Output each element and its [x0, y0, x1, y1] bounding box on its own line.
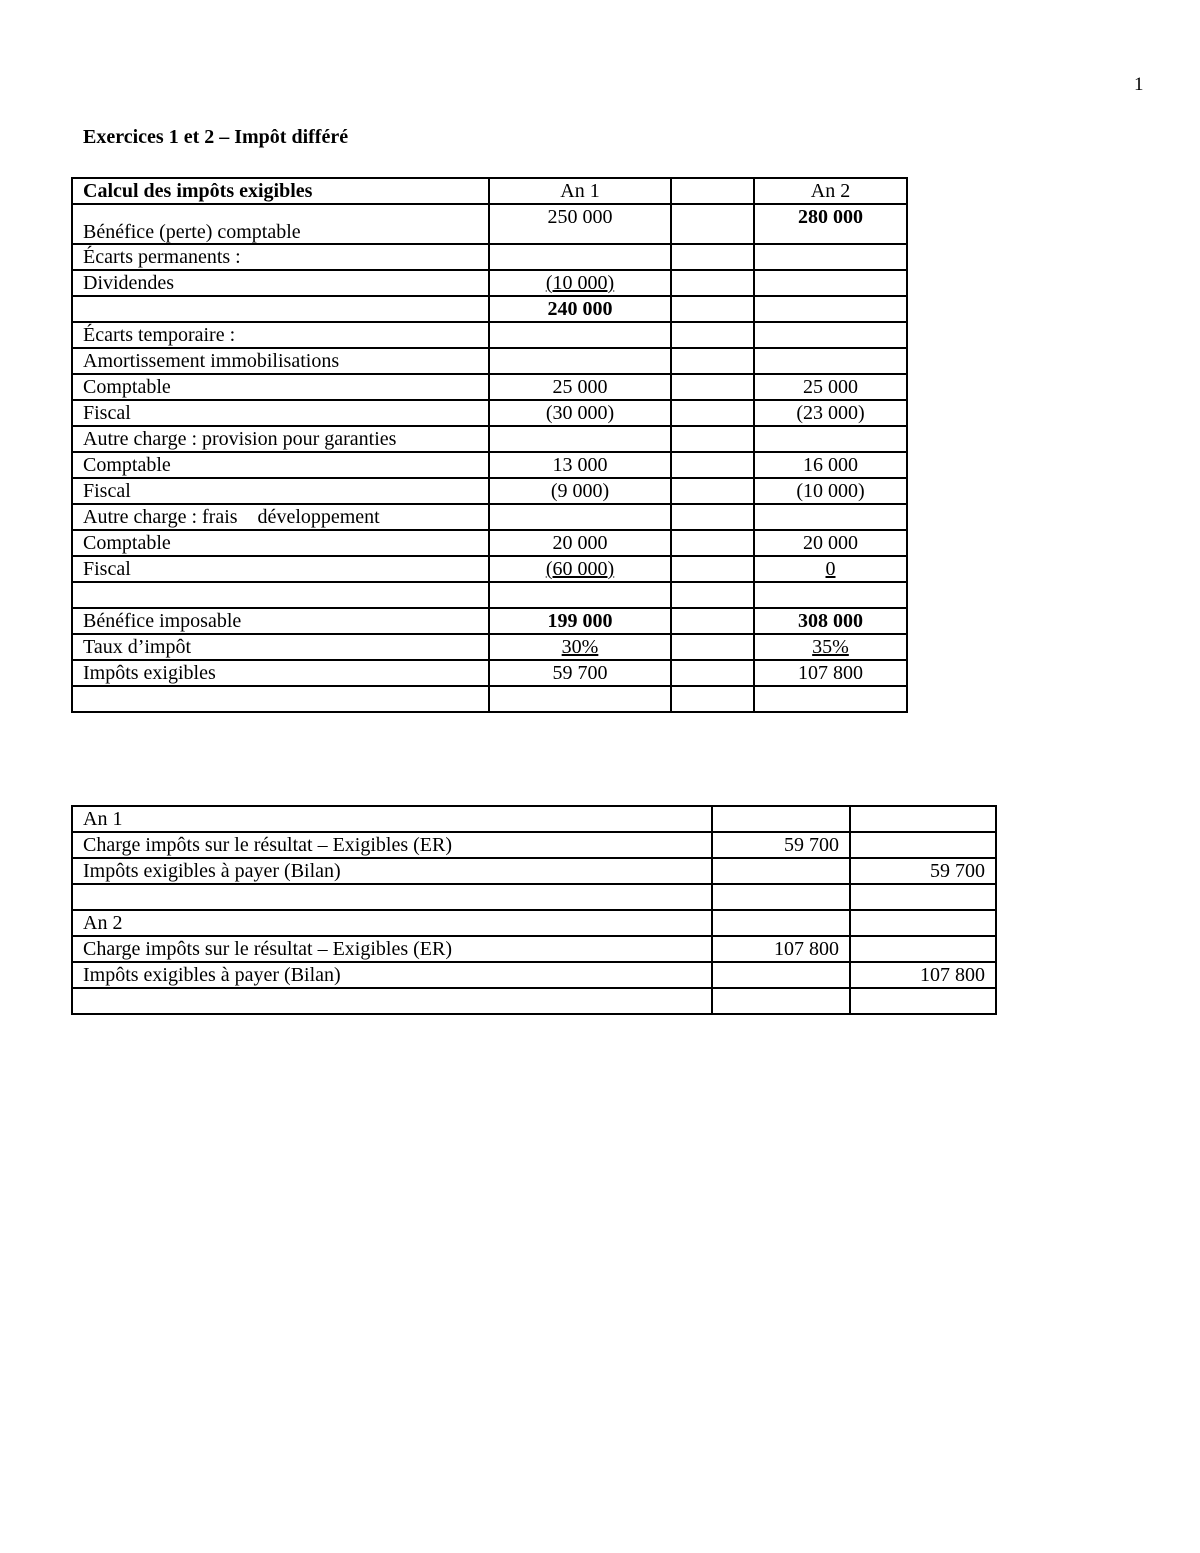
- row-label: Fiscal: [72, 478, 489, 504]
- row-spacer: [671, 322, 754, 348]
- row-label: Bénéfice imposable: [72, 608, 489, 634]
- table-row: [72, 530, 907, 556]
- row-label: [72, 686, 489, 712]
- row-an2: [754, 244, 907, 270]
- row-an2: [754, 426, 907, 452]
- entry-credit: [850, 806, 996, 832]
- journal-entries-table: [71, 805, 997, 1015]
- entry-debit: [712, 858, 850, 884]
- row-an2: [754, 296, 907, 322]
- entry-debit: [712, 806, 850, 832]
- entry-label: Impôts exigibles à payer (Bilan): [72, 962, 712, 988]
- table-row: [72, 608, 907, 634]
- table-row: [72, 322, 907, 348]
- entry-label: An 2: [72, 910, 712, 936]
- row-spacer: [671, 530, 754, 556]
- entry-debit: [712, 962, 850, 988]
- entry-label: Charge impôts sur le résultat – Exigibles (ER): [72, 832, 712, 858]
- row-an1: 20 000: [489, 530, 671, 556]
- row-an1: (30 000): [489, 400, 671, 426]
- row-an1: [489, 582, 671, 608]
- row-label: Bénéfice (perte) comptable: [72, 204, 489, 244]
- row-spacer: [671, 686, 754, 712]
- entry-credit: 107 800: [850, 962, 996, 988]
- entry-debit: 107 800: [712, 936, 850, 962]
- row-an2: [754, 348, 907, 374]
- table-row: [72, 504, 907, 530]
- row-label: Comptable: [72, 452, 489, 478]
- row-an2: [754, 556, 907, 582]
- entry-credit: [850, 884, 996, 910]
- row-label: Impôts exigibles: [72, 660, 489, 686]
- row-label: Autre charge : provision pour garanties: [72, 426, 489, 452]
- row-spacer: [671, 204, 754, 244]
- row-label: Taux d’impôt: [72, 634, 489, 660]
- row-an2-value: 35%: [812, 636, 849, 658]
- table-row: [72, 686, 907, 712]
- entry-label: Impôts exigibles à payer (Bilan): [72, 858, 712, 884]
- row-label: Fiscal: [72, 400, 489, 426]
- row-spacer: [671, 556, 754, 582]
- row-an1-value: (10 000): [545, 272, 615, 294]
- entry-label: An 1: [72, 806, 712, 832]
- table-row: [72, 660, 907, 686]
- table-row: [72, 296, 907, 322]
- header-an1: An 1: [489, 178, 671, 204]
- table-row: [72, 270, 907, 296]
- page-number: 1: [1134, 74, 1144, 95]
- row-an1: [489, 686, 671, 712]
- table-row: [72, 936, 996, 962]
- table-row: [72, 400, 907, 426]
- entry-credit: 59 700: [850, 858, 996, 884]
- entry-credit: [850, 936, 996, 962]
- row-an2: [754, 634, 907, 660]
- row-an1: (9 000): [489, 478, 671, 504]
- table-row: [72, 988, 996, 1014]
- entry-credit: [850, 988, 996, 1014]
- row-an1: [489, 270, 671, 296]
- row-label: Fiscal: [72, 556, 489, 582]
- row-spacer: [671, 296, 754, 322]
- row-an2: [754, 582, 907, 608]
- row-an2: 280 000: [754, 204, 907, 244]
- row-an1: 25 000: [489, 374, 671, 400]
- row-spacer: [671, 478, 754, 504]
- entry-credit: [850, 910, 996, 936]
- table-row: [72, 244, 907, 270]
- row-label: Dividendes: [72, 270, 489, 296]
- row-spacer: [671, 244, 754, 270]
- row-an1: 240 000: [489, 296, 671, 322]
- row-an1: [489, 244, 671, 270]
- table-row: [72, 426, 907, 452]
- entry-label: Charge impôts sur le résultat – Exigibles (ER): [72, 936, 712, 962]
- entry-debit: [712, 988, 850, 1014]
- table-row: [72, 374, 907, 400]
- row-an1: [489, 504, 671, 530]
- table-row: [72, 204, 907, 244]
- row-an1: 13 000: [489, 452, 671, 478]
- header-spacer: [671, 178, 754, 204]
- row-spacer: [671, 400, 754, 426]
- row-an2: 16 000: [754, 452, 907, 478]
- header-an2: An 2: [754, 178, 907, 204]
- entry-debit: [712, 884, 850, 910]
- row-label: Amortissement immobilisations: [72, 348, 489, 374]
- table-row: [72, 556, 907, 582]
- row-an1: [489, 634, 671, 660]
- row-label: Comptable: [72, 374, 489, 400]
- row-spacer: [671, 608, 754, 634]
- entry-label: [72, 884, 712, 910]
- row-label: Comptable: [72, 530, 489, 556]
- row-label: Écarts permanents :: [72, 244, 489, 270]
- tax-calculation-table: [71, 177, 908, 713]
- row-an2: [754, 686, 907, 712]
- entry-debit: [712, 910, 850, 936]
- row-an2: 107 800: [754, 660, 907, 686]
- row-an1: 250 000: [489, 204, 671, 244]
- row-spacer: [671, 374, 754, 400]
- entry-debit: 59 700: [712, 832, 850, 858]
- row-an1: [489, 426, 671, 452]
- row-spacer: [671, 426, 754, 452]
- row-spacer: [671, 582, 754, 608]
- row-label: [72, 582, 489, 608]
- row-spacer: [671, 452, 754, 478]
- row-an1: 59 700: [489, 660, 671, 686]
- table-row: [72, 478, 907, 504]
- table-row: [72, 634, 907, 660]
- row-an1: [489, 322, 671, 348]
- table-row: [72, 832, 996, 858]
- row-an1-value: (60 000): [545, 558, 615, 580]
- row-spacer: [671, 504, 754, 530]
- table-row: [72, 884, 996, 910]
- row-an2-value: 0: [825, 558, 836, 580]
- row-an2: (23 000): [754, 400, 907, 426]
- row-an2: [754, 270, 907, 296]
- row-label: [72, 296, 489, 322]
- row-an2: 20 000: [754, 530, 907, 556]
- row-label: Écarts temporaire :: [72, 322, 489, 348]
- table-row: [72, 348, 907, 374]
- table-header-row: [72, 178, 907, 204]
- header-label: Calcul des impôts exigibles: [72, 178, 489, 204]
- row-spacer: [671, 660, 754, 686]
- document-title: Exercices 1 et 2 – Impôt différé: [83, 126, 349, 148]
- row-an1: [489, 556, 671, 582]
- row-an2: [754, 322, 907, 348]
- row-an2: 25 000: [754, 374, 907, 400]
- table-row: [72, 858, 996, 884]
- table-row: [72, 806, 996, 832]
- row-label: Autre charge : frais développement: [72, 504, 489, 530]
- table-row: [72, 910, 996, 936]
- row-spacer: [671, 348, 754, 374]
- row-an1: [489, 348, 671, 374]
- entry-label: [72, 988, 712, 1014]
- row-an1-value: 30%: [561, 636, 599, 658]
- row-an1: 199 000: [489, 608, 671, 634]
- row-spacer: [671, 634, 754, 660]
- row-an2: 308 000: [754, 608, 907, 634]
- table-row: [72, 962, 996, 988]
- table-row: [72, 582, 907, 608]
- table-row: [72, 452, 907, 478]
- row-an2: (10 000): [754, 478, 907, 504]
- row-an2: [754, 504, 907, 530]
- entry-credit: [850, 832, 996, 858]
- row-spacer: [671, 270, 754, 296]
